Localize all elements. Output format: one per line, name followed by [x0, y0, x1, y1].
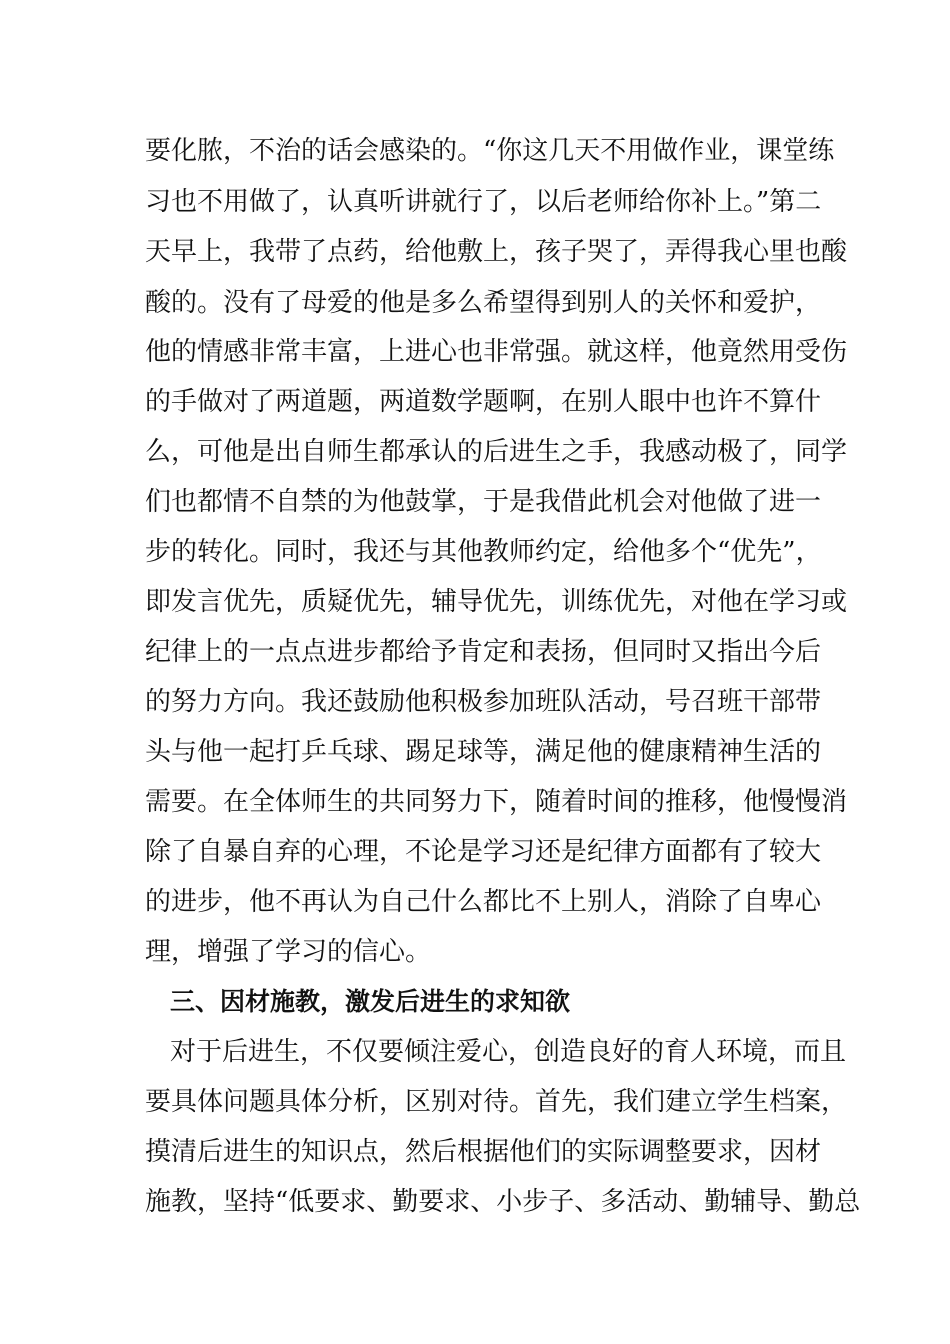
paragraph-line: 的进步，他不再认为自己什么都比不上别人，消除了自卑心 [145, 887, 822, 917]
paragraph-line: 他的情感非常丰富，上进心也非常强。就这样，他竟然用受伤 [145, 337, 848, 367]
paragraph-line: 施教，坚持“低要求、勤要求、小步子、多活动、勤辅导、勤总 [145, 1187, 861, 1217]
paragraph-line: 的手做对了两道题，两道数学题啊，在别人眼中也许不算什 [145, 387, 822, 417]
paragraph-line: 对于后进生，不仅要倾注爱心，创造良好的育人环境，而且 [170, 1037, 847, 1067]
paragraph-line: 步的转化。同时，我还与其他教师约定，给他多个“优先”， [145, 537, 822, 567]
paragraph-line: 理，增强了学习的信心。 [145, 937, 432, 967]
paragraph-line: 头与他一起打乒乓球、踢足球等，满足他的健康精神生活的 [145, 737, 822, 767]
section-heading: 三、因材施教，激发后进生的求知欲 [170, 987, 571, 1016]
paragraph-line: 酸的。没有了母爱的他是多么希望得到别人的关怀和爱护， [145, 288, 822, 318]
paragraph-line: 除了自暴自弃的心理，不论是学习还是纪律方面都有了较大 [145, 837, 822, 867]
paragraph-line: 需要。在全体师生的共同努力下，随着时间的推移，他慢慢消 [145, 787, 848, 817]
paragraph-line: 习也不用做了，认真听讲就行了，以后老师给你补上。”第二 [145, 187, 822, 217]
paragraph-line: 们也都情不自禁的为他鼓掌，于是我借此机会对他做了进一 [145, 487, 822, 517]
paragraph-line: 纪律上的一点点进步都给予肯定和表扬，但同时又指出今后 [145, 637, 822, 667]
paragraph-line: 么，可他是出自师生都承认的后进生之手，我感动极了，同学 [145, 437, 848, 467]
paragraph-line: 要具体问题具体分析，区别对待。首先，我们建立学生档案， [145, 1087, 848, 1117]
paragraph-line: 要化脓，不治的话会感染的。“你这几天不用做作业，课堂练 [145, 136, 835, 166]
paragraph-line: 天早上，我带了点药，给他敷上，孩子哭了，弄得我心里也酸 [145, 237, 848, 267]
paragraph-line: 即发言优先，质疑优先，辅导优先，训练优先，对他在学习或 [145, 587, 848, 617]
paragraph-line: 摸清后进生的知识点，然后根据他们的实际调整要求，因材 [145, 1137, 822, 1167]
paragraph-line: 的努力方向。我还鼓励他积极参加班队活动，号召班干部带 [145, 687, 822, 717]
